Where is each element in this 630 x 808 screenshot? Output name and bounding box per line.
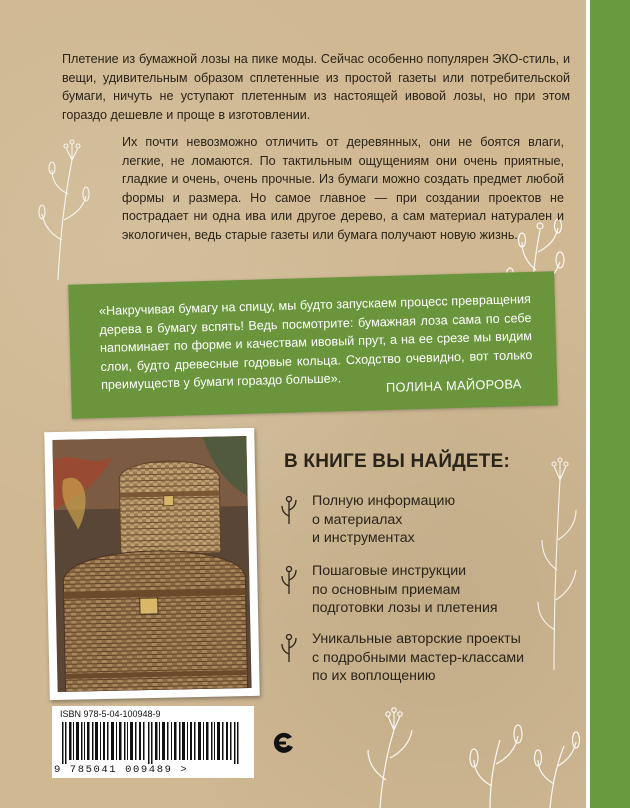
- photo-frame: [44, 428, 260, 700]
- quote-text: «Накручивая бумагу на спицу, мы будто запускаем процесс превращения дерева в бумагу вспять! Ведь посмотрите: бумажная лоза сама по себе напоминает по форме и качествам ивовый прут, а на ее срезе мы видим слои, будто древесные годовые кольца. Сходство очевидно, вот только преимуществ у бумаги гораздо больше».: [98, 291, 533, 393]
- feature-2-line-3: подготовки лозы и плетения: [312, 600, 498, 617]
- intro-paragraph-2: Их почти невозможно отличить от деревянных, они не боятся влаги, легкие, не ломаются. По тактильным ощущениям они очень приятные, гладкие и очень, очень прочные. Из бумаги можно создать предмет любой формы и размера. Но самое главное — при создании проектов не пострадает ни одна ива или другое дерево, а сам материал натурален и экологичен, ведь старые газеты или бумага получают новую жизнь.: [122, 135, 564, 242]
- feature-1-line-2: о материалах: [312, 511, 403, 528]
- barcode-bars: [62, 722, 244, 764]
- feature-3-line-1: Уникальные авторские проекты: [312, 631, 521, 647]
- isbn-number: ISBN 978-5-04-100948-9: [60, 709, 161, 719]
- feature-2-line-1: Пошаговые инструкции: [312, 563, 467, 579]
- intro-paragraph-1: Плетение из бумажной лозы на пике моды. Сейчас особенно популярен ЭКО-стиль, и вещи, удивительным образом сплетенные из простой газеты или потребительской бумаги, ничуть не уступают плетенным из настоящей ивовой лозы, но при этом гораздо дешевле и проще в изготовлении.: [62, 52, 570, 122]
- feature-3-line-2: с подробными мастер-классами: [312, 649, 525, 666]
- feature-3-line-3: по их воплощению: [312, 668, 436, 685]
- features-heading: В КНИГЕ ВЫ НАЙДЕТЕ:: [284, 451, 511, 472]
- sprig-icon: [278, 632, 300, 662]
- ean-digits: 9 785041 009489 >: [54, 764, 189, 776]
- wicker-chest-photo: [52, 436, 251, 692]
- feature-item-2: [278, 562, 498, 618]
- feature-2-line-2: по основным приемам: [312, 581, 461, 598]
- barcode-box: [52, 706, 254, 778]
- quote-author: ПОЛИНА МАЙОРОВА: [386, 376, 523, 395]
- botanical-decoration-bottom-right: [340, 670, 590, 808]
- feature-1-line-1: Полную информацию: [312, 493, 456, 509]
- sprig-icon: [278, 564, 300, 594]
- botanical-decoration-middle-right: [520, 440, 586, 670]
- feature-item-1: [278, 492, 455, 548]
- sprig-icon: [278, 494, 300, 524]
- botanical-decoration-top-left: [28, 130, 118, 280]
- publisher-logo-icon: [268, 728, 298, 758]
- book-spine: [590, 0, 630, 808]
- feature-1-line-3: и инструментах: [312, 530, 415, 547]
- wicker-chest-illustration: [52, 436, 251, 692]
- feature-item-3: [278, 630, 524, 686]
